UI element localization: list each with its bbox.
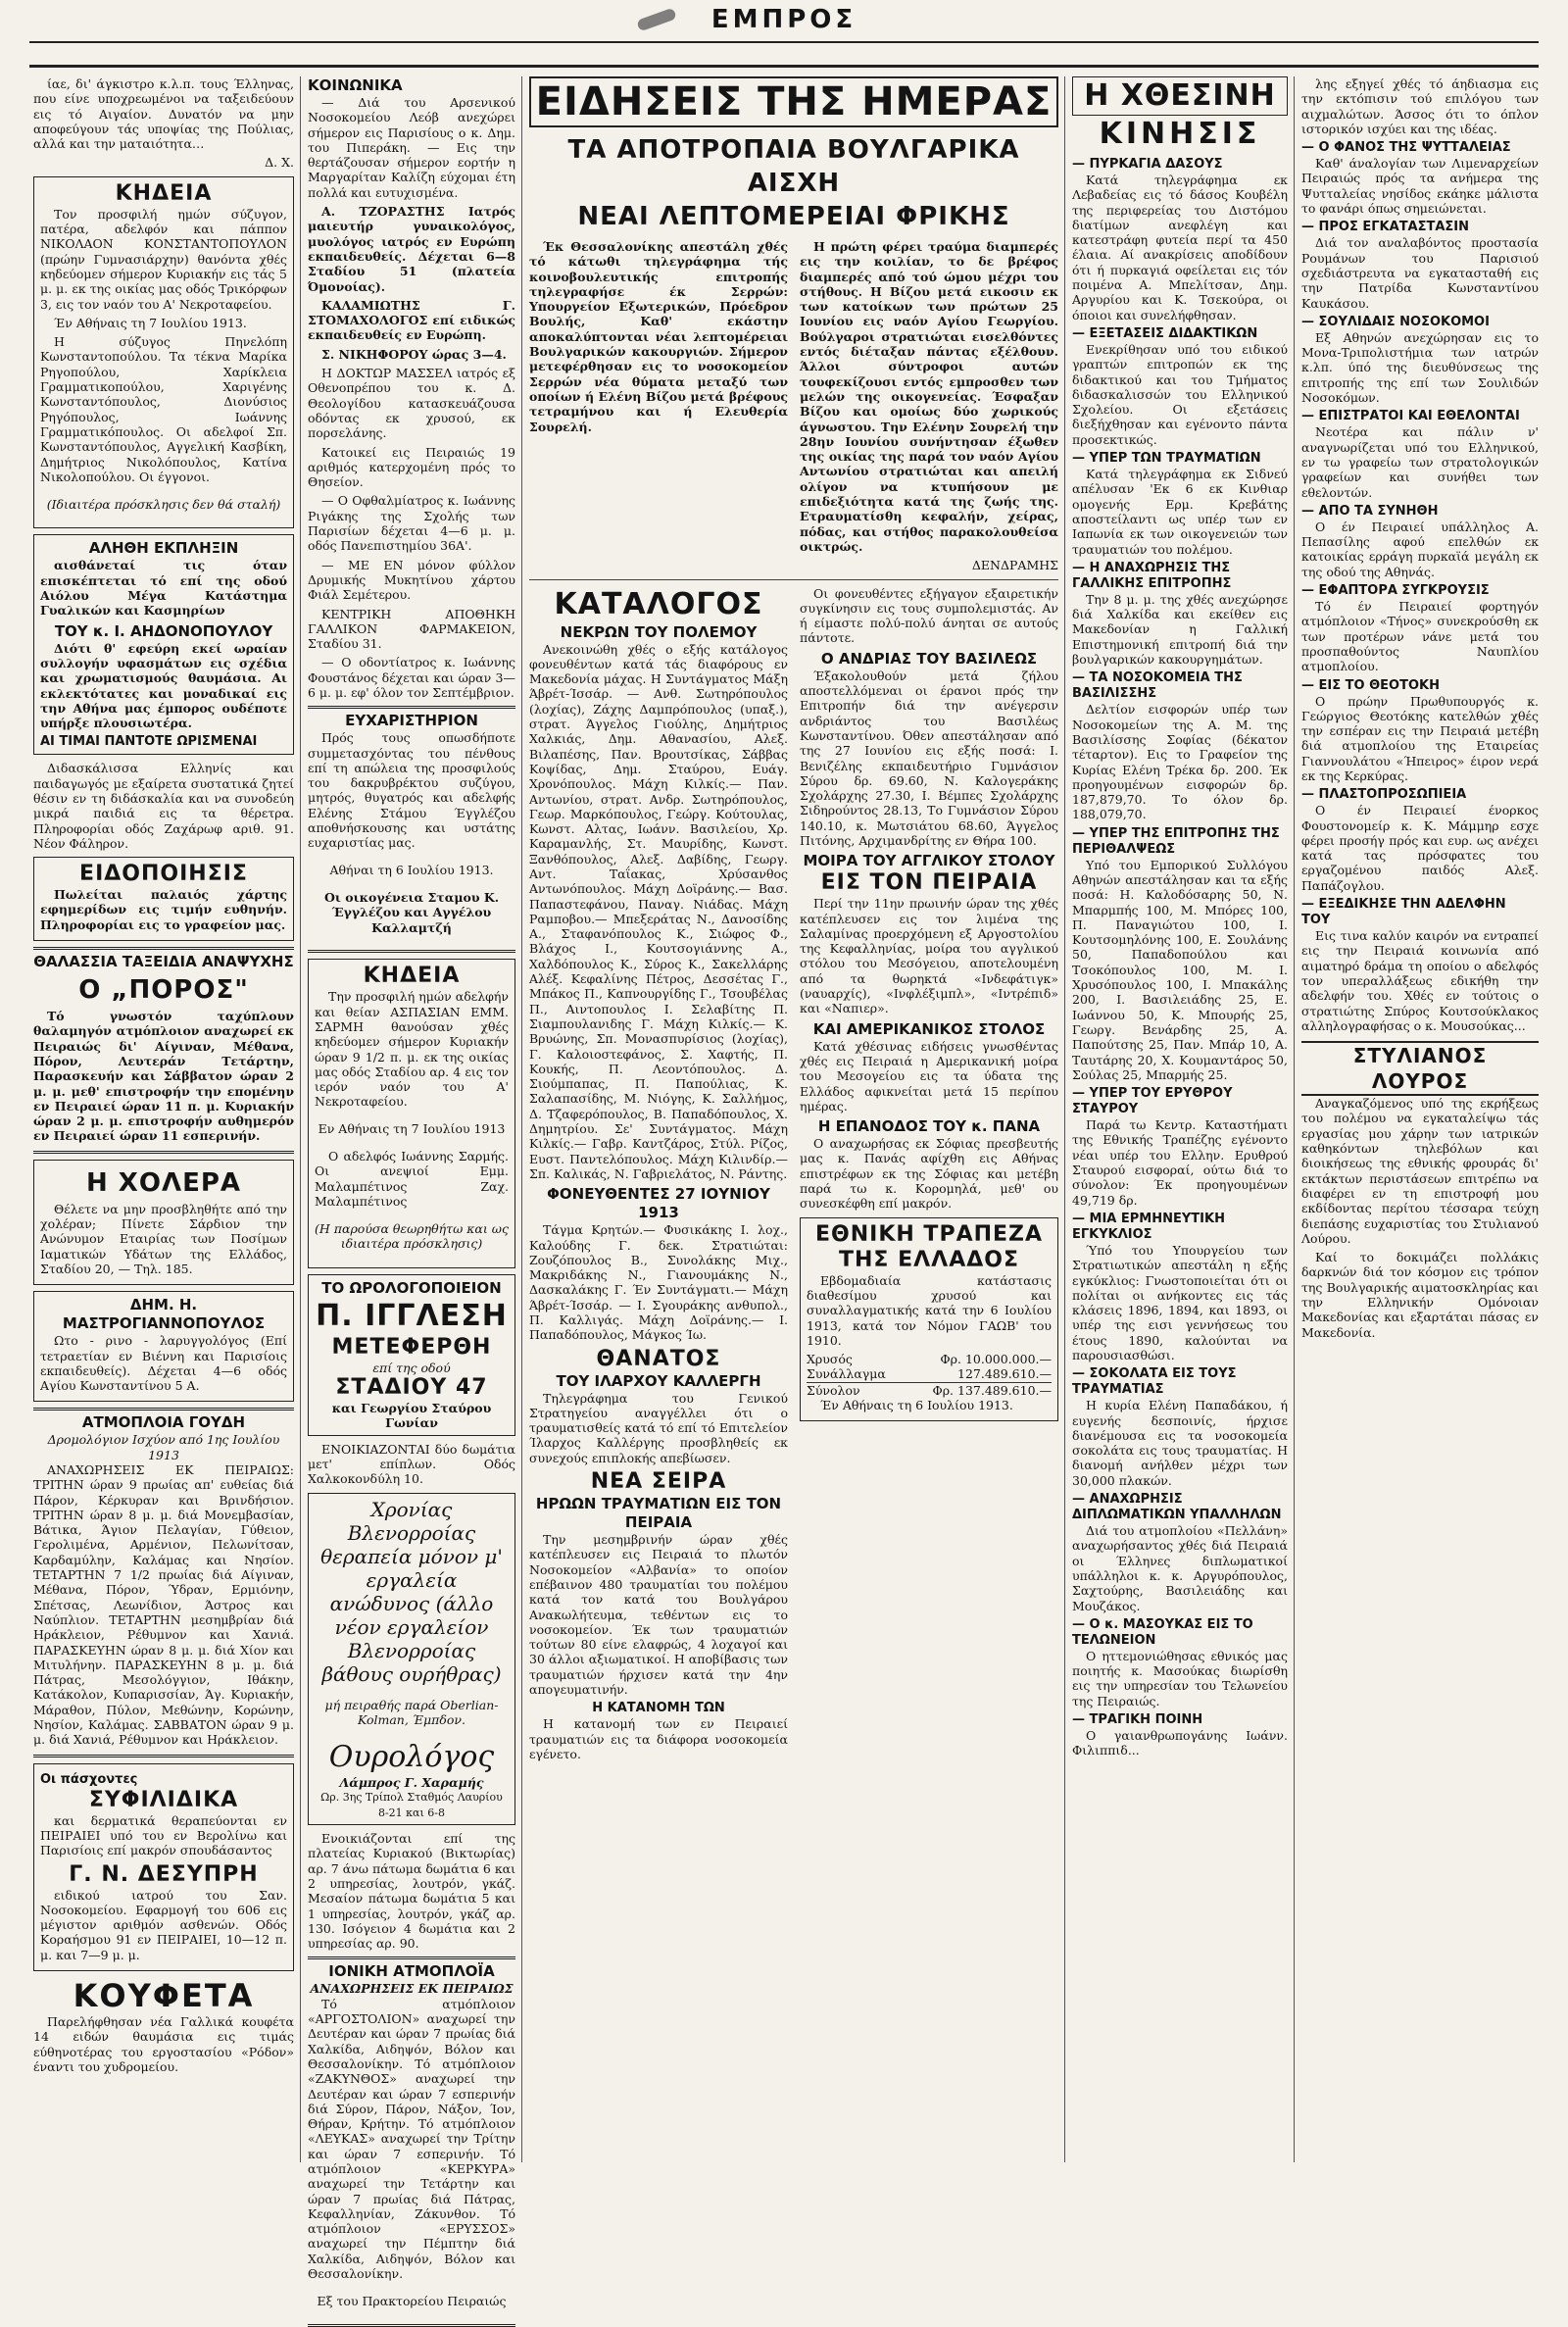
heading: ΚΗΔΕΙΑ — [363, 964, 461, 989]
row-value: Φρ. 10.000.000.— — [940, 1352, 1052, 1367]
heading: Γ. Ν. ΔΕΣΥΠΡΗ — [69, 1861, 259, 1887]
article-text: Υπό του Εμπορικού Συλλόγου Αθηνών απεστάλησαν και τα εξής ποσά: Η. Καλοδόσαρης 50, Ν. Μπαρμπής 100, Μ. Μπόρες 100, Π. Παναγιώτου 100, Ι. Κουτσομηλόνης 100, Ε. Σουλάνης 50, Παπαδοπούλου και Τσοκόπουλος 100, Μ. Ι. Χρυσόπουλος 100, Ι. Μπακάλης 200, Ι. Βασιλειάδης 25, Ε. Ιωάννου 50, Κ. Μπουρής 25, Γεωργ. Βενάρδης 25, Α. Παπούτσης 25, Παν. Μπάρ 10, Α. Ταυτάρης 20, Χ. Κουμαντάρος 50, Σούλας 25, Μπαρμής 25. — [1072, 857, 1288, 1082]
column-rule — [300, 76, 301, 2162]
ad-text: Η ΔΟΚΤΩΡ ΜΑΣΣΕΛ ιατρός εξ Οθενοπρέπου του κ. Δ. Θεολογίδου κατασκευάζουσα οδόντας εκ χρυσού, εκ πορσελάνης. — [308, 366, 515, 441]
heading: ΝΕΑ ΣΕΙΡΑ — [590, 1469, 727, 1495]
top-rule — [29, 41, 1539, 43]
schedule-text: ΑΝΑΧΩΡΗΣΕΙΣ ΕΚ ΠΕΙΡΑΙΩΣ: ΤΡΙΤΗΝ ώραν 9 πρωίας απ' ευθείας διά Πάρον, Κέρκυραν και Βρινδήσιον. ΤΡΙΤΗΝ ώραν 8 μ. μ. διά Μονεμβασίαν, Βάτικα, Άγιον Πελαγίαν, Γύθειον, Γερολιμένα, Αρμένιον, Πελωνίτσαν, Καρδαμύλην, Καλάμας και Νησίον. ΤΕΤΑΡΤΗΝ 7 1/2 πρωίας διά Αίγιναν, Μέθανα, Πόρον, Ύδραν, Ερμιόνην, Σπέτσας, Λεωνίδιον, Άστρος και Ναύπλιον. ΤΕΤΑΡΤΗΝ μεσημβρίαν διά Ηράκλειον, Ρέθυμνον και Χανιά. ΠΑΡΑΣΚΕΥΗΝ ώραν 8 μ. μ. διά Χίον και Μιτυλήνην. ΠΑΡΑΣΚΕΥΗΝ 8 μ. μ. διά Πάτρας, Μεσολόγγιον, Ιθάκην, Κατάκολον, Κυπαρισσίαν, Άγ. Κυριακήν, Μάραθον, Πύλον, Μεθώνην, Κορώνην, Νησίον, Καλάμας. ΣΑΒΒΑΤΟΝ ώραν 9 μ. μ. διά Χανιά, Ρέθυμνον και Ηράκλειον. — [33, 1462, 294, 1748]
ad-text: και δερματικά θεραπεύονται εν ΠΕΙΡΑΙΕΙ υπό του εν Βερολίνω και Παρισίοις επί μακρόν σπουδάσαντος — [40, 1812, 287, 1858]
article-text: Αναγκαζόμενος υπό της εκρήξεως του πολέμου να εγκαταλείψω τάς εργασίας μου χάρην των ιατρικών καθηκόντων τηλεβόλων και διοικήσεως της εθνικής φρουράς δι' εκτάκτων περιστάσεων επιτρέπω να διαφέρει εν τη επιστροφή μου εκδίδοντας περίτου τέσσαρα τεύχη διεπάσης ευχαριστίας του Στυλιανού Λούρου. — [1301, 1096, 1539, 1246]
heading: ΚΗΔΕΙΑ — [115, 180, 213, 206]
notice-text: Τον προσφιλή ημών σύζυγον, πατέρα, αδελφόν και πάππον ΝΙΚΟΛΑΟΝ ΚΟΝΣΤΑΝΤΟΠΟΥΛΟΝ (πρώην Γυμνασιάρχην) θανόντα χθές κηδεύομεν σήμερον Κυριακήν εις τάς 5 μ. μ. εκ της οικίας μας οδός Τρικόρφων 3, εις τον ναόν του Α' Νεκροταφείου. — [40, 206, 287, 312]
heading: — Ο ΦΑΝΟΣ ΤΗΣ ΨΥΤΤΑΛΕΙΑΣ — [1301, 140, 1511, 156]
subheading: Δρομολόγιον Ισχύον από 1ης Ιουλίου 1913 — [47, 1432, 280, 1462]
article-text: Ανεκοινώθη χθές ο εξής κατάλογος φονευθέντων κατά τάς διαφόρους εν Μακεδονία μάχας. Η Συντάγματος Μάξη Άβρέτ-Ίσσάρ. — Ανθ. Σωτηρόπουλος (λοχίας), Ζάχης Δαμπρόπουλος (υπαξ.), στρατ. Άγγελος Γιούλης, Δημήτριος Χαλκιάς, Δημ. Αθανασίου, Αλεξ. Βιλαπέσης, Παν. Βρουτσίκας, Σάββας Κοψίδας, Δημ. Σταύρου, Ευάγ. Χρονόπουλος. Μάχη Κιλκίς.— Παν. Αντωνίου, στρατ. Ανδρ. Σωτηρόπουλος, Γεωρ. Μαρκόπουλος, Γεώργ. Κούτουλας, Κωνστ. Αλτας, Ιωάνν. Βασιλείου, Χρ. Καραμανλής, Στ. Μαυρίδης, Κωνστ. Ξανθόπουλος, Αλεξ. Δαβίδης, Γεωργ. Αντ. Ταΐακας, Χρύσανθος Αντωνόπουλος. Μάχη Δοϊράνης.— Βασ. Παπαστεφάνου, Παναγ. Νιάδας. Μάχη Ραμποβου.— Μπεξεράτας Ν., Δανοσίδης Α., Σταφανόπουλος Κ., Σιώφος Φ., Βλάχος Ι., Κουτσογιάννης Α., Χαλδόπουλος Κ., Σύρος Κ., Σακελλάρης Αλέξ. Κεφαλίνης Πέτρος, Δεσσέτας Γ., Μπάκος Π., Καπνουργίδης Γ., Τσουβέλας Π., Αιντοπουλος Ι. Σελαβίτης Π. Σιαμπουλανιδης Γ. Μάχη Κιλκίς.— Κ. Βρυώνης, Σπ. Μονασπυρίσιος (λοχίας), Γ. Καλοιοστεφάνος, Σ. Χαφτής, Π. Κουκής, Π. Λεοντόπουλος. Δ. Σιούμπαπας, Π. Παπούλιας, Κ. Σαλαπασίδης, Μ. Νιόγης, Κ. Σαλλήμος, Δ. Τζαφερόπουλος, Β. Παπαδόπουλος, Χ. Δημητρίου. Σε' Συντάγματος. Μάχη Κιλκίς.— Γαβρ. Καντζάρος, Στύλ. Ρίζος, Ευστ. Παντελόπουλος. Μάχη Κιλινδίρ.— Σπ. Καλικάς, Ν. Γαβριελάτος, Ν. Ράντης. — [529, 641, 788, 1181]
row-label: Χρυσός — [807, 1352, 853, 1367]
doctor-name: Λάμπρος Γ. Χαραμής — [339, 1775, 484, 1791]
signature: Δ. Χ. — [265, 155, 294, 171]
heading: ΤΟ ΩΡΟΛΟΓΟΠΟΙΕΙΟΝ — [321, 1278, 502, 1297]
ad-heading: Ουρολόγος — [328, 1740, 495, 1775]
column-4 — [1072, 76, 1288, 2162]
article-text: Νεοτέρα και πάλιν ν' αναγνωρίζεται υπό του Ελληνικού, εν τω γραφείω των στρατολογικών γραφείων και συνήθει των εθελοντών. — [1301, 424, 1539, 500]
ad-text: Κατοικεί εις Πειραιώς 19 αριθμός κατερχομένη πρός το Θησείον. — [308, 444, 515, 490]
column-rule — [521, 76, 522, 2162]
article-text: Την 8 μ. μ. της χθές ανεχώρησε διά Χαλκίδα και εκείθεν εις Μακεδονίαν η Γαλλική Επιστημονική επιτροπή διά την βουλγαρικών κακουργημάτων. — [1072, 591, 1288, 668]
heading: ΑΛΗΘΗ ΕΚΠΛΗΞΙΝ — [88, 539, 239, 558]
article-text: Τηλεγράφημα του Γενικού Στρατηγείου αναγγέλλει ότι ο τραυματισθείς κατά τό επί τό Επιτελείον Ίλαρχος Καλλέργης προσβληθείς εκ συνεχούς επιπλοκής απεβίωσεν. — [529, 1390, 788, 1465]
top-rule-thick — [29, 65, 1539, 68]
heading: — ΕΠΙΣΤΡΑΤΟΙ ΚΑΙ ΕΘΕΛΟΝΤΑΙ — [1301, 409, 1520, 424]
address-corner: και Γεωργίου Σταύρου Γωνίαν — [331, 1401, 492, 1431]
ad-text: ΕΝΟΙΚΙΑΖΟΝΤΑΙ δύο δωμάτια μετ' επίπλων. Οδός Χαλκοκονδύλη 10. — [308, 1441, 515, 1487]
ad-text: Σ. ΝΙΚΗΦΟΡΟΥ ώρας 3—4. — [321, 346, 507, 362]
heading: Ο ΑΝΔΡΙΑΣ ΤΟΥ ΒΑΣΙΛΕΩΣ — [820, 649, 1038, 668]
row-label: Συνάλλαγμα — [807, 1366, 886, 1382]
heading: — ΕΞΕΤΑΣΕΙΣ ΔΙΔΑΚΤΙΚΩΝ — [1072, 325, 1258, 341]
article-text: λης εξηγεί χθές τό άηδιασμα εις την εκτόπισιν τού επιλόγου των αιχμαλώτων. Άσσος ότι το όπλον ιστορικόν ισχύει και της ιδέας. — [1301, 76, 1539, 136]
signature: ΔΕΝΔΡΑΜΗΣ — [971, 558, 1058, 573]
ad-text: Διδασκάλισσα Ελληνίς και παιδαγωγός με εξαίρετα συστατικά ζητεί θέσιν εν τη διδάσκαλία και να συνοδεύη μικρά παιδιά εις τα θέρετρα. Πληροφορίαι οδός Ζαχάρωφ αριθ. 91. Νέον Φάληρον. — [33, 761, 294, 851]
heading: — ΠΛΑΣΤΟΠΡΟΣΩΠΙΕΙΑ — [1301, 787, 1467, 803]
article-text: Καθ' άναλογίαν των Λιμεναρχείων Πειραιώς πρός τα ανήμερα της Ψυτταλείας νησίδος εκάηκε μάλιστα το φανάρι όπως σημειώνεται. — [1301, 156, 1539, 217]
heading: ΜΟΙΡΑ ΤΟΥ ΑΓΓΛΙΚΟΥ ΣΤΟΛΟΥ — [803, 852, 1055, 870]
article-text: Διά του ατμοπλοίου «Πελλάνη» αναχωρήσαντος χθές διά Πειραιά οι Έλληνες διπλωματικοί υπάλληλοι κ. κ. Αργυρόπουλος, Σαχτούρης, Βασιλειάδης και Μουζάκος. — [1072, 1523, 1288, 1613]
subheading: ΕΙΣ ΤΟΝ ΠΕΙΡΑΙΑ — [820, 870, 1038, 896]
heading: — ΑΝΑΧΩΡΗΣΙΣ ΔΙΠΛΩΜΑΤΙΚΩΝ ΥΠΑΛΛΗΛΩΝ — [1072, 1492, 1282, 1523]
heading: ΤΟΥ κ. Ι. ΑΗΔΟΝΟΠΟΥΛΟΥ — [54, 621, 273, 640]
column-2 — [308, 76, 515, 2308]
heading: ΚΟΙΝΩΝΙΚΑ — [308, 76, 403, 94]
heading: — ΥΠΕΡ ΤΗΣ ΕΠΙΤΡΟΠΗΣ ΤΗΣ ΠΕΡΙΘΑΛΨΕΩΣ — [1072, 825, 1280, 857]
heading: — ΕΙΣ ΤΟ ΘΕΟΤΟΚΗ — [1301, 677, 1440, 693]
column-3 — [529, 76, 1058, 2162]
address: ΣΤΑΔΙΟΥ 47 — [335, 1375, 488, 1401]
subheading: ΑΝΑΧΩΡΗΣΕΙΣ ΕΚ ΠΕΙΡΑΙΩΣ — [310, 1981, 514, 1997]
heading: Οι πάσχοντες — [40, 1771, 138, 1787]
article-text: Η κυρία Ελένη Παπαδάκου, ή ευγενής δεσποινίς, ήρχισε διανέμουσα εις τα νοσοκομεία σοκολάτα εις τους τραυματίας. Η διανομή ανήλθεν μέχρι των 30,000 πλακών. — [1072, 1398, 1288, 1488]
article-text: Η κατανομή των εν Πειραιεί τραυματιών εις τα διάφορα νοσοκομεία εγένετο. — [529, 1716, 788, 1761]
article-text: Ο γαιανθρωπογάνης Ιωάνν. Φιλιππιδ... — [1072, 1728, 1288, 1758]
heading: ΣΤΥΛΙΑΝΟΣ ΛΟΥΡΟΣ — [1301, 1041, 1539, 1096]
ad-text: Ωρ. 3ης Τρίπολ Σταθμός Λαυρίου 8-21 και 6-8 — [320, 1791, 503, 1819]
footer-text: Εξ του Πρακτορείου Πειραιώς — [317, 2293, 507, 2308]
heading: ΕΘΝΙΚΗ ΤΡΑΠΕΖΑ — [814, 1221, 1044, 1247]
notice-date: Έν Αθήναις τη 6 Ιουλίου 1913. — [820, 1398, 1013, 1412]
article-text: — Διά του Αρσενικού Νοσοκομείου Λεόβ ανεχώρει σήμερον εις Παρισίους ο κ. Δημ. του Πιπεράκη. — Εις την θερτάζουσαν σήμερον εορτήν η Μαργαρίταν Καλίζη εύχομαι έτη πολλά και ευτυχισμένα. — [308, 95, 515, 200]
heading: ΣΥΦΙΛΙΔΙΚΑ — [88, 1787, 239, 1812]
heading: ΕΙΔΟΠΟΙΗΣΙΣ — [79, 862, 248, 887]
notice-date: Εν Αθήναις τη 7 Ιουλίου 1913 — [318, 1121, 506, 1137]
notice-date: Αθήναι τη 6 Ιουλίου 1913. — [329, 863, 494, 878]
table-row — [807, 1366, 1052, 1381]
heading: ΜΕΤΕΦΕΡΘΗ — [331, 1334, 492, 1360]
subheading: ΝΕΚΡΩΝ ΤΟΥ ΠΟΛΕΜΟΥ — [560, 622, 758, 641]
article-text: Ο έν Πειραιεί ένορκος Φουστονομείρ κ. Κ. Μάμμηρ εσχε φέρει προσήγ πρός και ευρ. ως ανέχει κατά τας πρόσφατες του εργαζομένου παιδός Αλεξ. Παπάζογλου. — [1301, 803, 1539, 893]
article-text: Ενεκρίθησαν υπό του ειδικού γραπτών επιτροπών εκ της διδακτικού και του Τμήματος διδασκαλισσών του Ελληνικού Σχολείου. Οι εξετάσεις διεξήχθησαν και εγένοντο πάντα προσεκτικώς. — [1072, 341, 1288, 447]
ad-price-note: ΑΙ ΤΙΜΑΙ ΠΑΝΤΟΤΕ ΩΡΙΣΜΕΝΑΙ — [40, 734, 258, 750]
ad-script-text: Χρονίας Βλενορροίας θεραπεία μόνον μ' εργαλεία ανώδυνος (άλλο νέον εργαλείον Βλενορροίας βάθους ουρήθρας) — [320, 1497, 503, 1686]
notice-date: Έν Αθήναις τη 7 Ιουλίου 1913. — [54, 315, 247, 330]
heading: ΘΑΛΑΣΣΙΑ ΤΑΞΕΙΔΙΑ ΑΝΑΨΥΧΗΣ — [33, 953, 294, 971]
article-text: Οι φονευθέντες εξήγαγον εξαιρετικήν συγκίνησιν εις τους συμπολεμιστάς. Αν ή είμαστε πολύ-πολύ άνηται σε αυτούς πάντοτε. — [800, 585, 1058, 646]
notice-text: Την προσφιλή ημών αδελφήν και θείαν ΑΣΠΑΣΙΑΝ ΕΜΜ. ΣΑΡΜΗ θανούσαν χθές κηδεύομεν σήμερον Κυριακήν ώραν 9 1/2 π. μ. εκ της οικίας μας οδός Σταδίου αρ. 4 εις τον ιερόν ναόν του Α' Νεκροταφείου. — [315, 989, 509, 1110]
article-text: Ύπό του Υπουργείου των Στρατιωτικών απεστάλη η εξής εγκύκλιος: Γνωστοποιείται ότι οι πολίται οι ανήκοντες εις τάς κλάσεις 1896, 1894, και 1893, οι υπέρ της εισι γεννήσεως του έτους 1890, καλούνται να παρουσιασθώσι. — [1072, 1242, 1288, 1362]
ad-text: — Ο οδοντίατρος κ. Ιωάννης Φουστάνος δέχεται και ώραν 3—6 μ. μ. εφ' όλον τον Σεπτέμβριον. — [308, 655, 515, 700]
column-1 — [33, 76, 294, 2162]
article-text: Δελτίον εισφορών υπέρ των Νοσοκομείων της Α. Μ. της Βασιλίσσης Σοφίας (δέκατον τέταρτον). Εις το Γραφείον της Κυρίας Ελένη Τρέκα δρ. 200. Έκ προηγουμένων εισφορών δρ. 187,879,70. Το όλον δρ. 188,079,70. — [1072, 702, 1288, 822]
heading: — ΠΡΟΣ ΕΓΚΑΤΑΣΤΑΣΙΝ — [1301, 220, 1470, 235]
heading: Η ΚΑΤΑΝΟΜΗ ΤΩΝ — [592, 1701, 725, 1716]
article-text: Καί το δοκιμάζει πολλάκις δαρκνών διά τον κόσμον εις τρόπον της Βουλγαρικής αιματοσκληρίας και την Ελληνικήν Ομόνοιαν Μακεδονίας και εξαρτάται πάσας εν Μακεδονία. — [1301, 1250, 1539, 1340]
notice-sign: Ο αδελφός Ιωάννης Σαρμής. Οι ανεψιοί Εμμ. Μαλαμπέτινος Ζαχ. Μαλαμπέτινος — [315, 1149, 509, 1209]
shop-name: Π. ΙΓΓΛΕΣΗ — [316, 1298, 508, 1333]
article-text: Τό έν Πειραιεί φορτηγόν ατμόπλοιον «Τήνος» συνεκρούσθη εκ των προτέρων νάνε μετά του προσπαθούντος Ναυπλίου ατμοπλοίου. — [1301, 599, 1539, 674]
article-text: ίαε, δι' άγκιστρο κ.λ.π. τους Έλληνας, που είνε υποχρεωμένοι να ταξειδεύουν εις τό Αιγαίον. Δυνατόν να μην αποφεύγουν τάς υποψίας της Πούλιας, αλλά και την ματαιότητα… — [33, 76, 294, 152]
heading: ΚΑΤΑΛΟΓΟΣ — [554, 586, 763, 621]
section-title: Η ΧΘΕΣΙΝΗ — [1072, 76, 1288, 116]
heading: — ΥΠΕΡ ΤΟΥ ΕΡΥΘΡΟΥ ΣΤΑΥΡΟΥ — [1072, 1086, 1233, 1117]
article-text: Εξ Αθηνών ανεχώρησαν εις το Μονα-Τριπολιστήμια των ιατρών κ.λπ. ύπό της διευθύνσεως της επιτροπής της επί των Σουλιδών Νοσοκόμων. — [1301, 329, 1539, 406]
heading: — ΥΠΕΡ ΤΩΝ ΤΡΑΥΜΑΤΙΩΝ — [1072, 451, 1261, 467]
article-text: Ο ηττεμονιώθησας εθνικός μας ποιητής κ. Μασούκας διωρίσθη εις την υπηρεσίαν του Τελωνείου της Πειραιώς. — [1072, 1648, 1288, 1708]
ad-text: ειδικού ιατρού του Σαν. Νοσοκομείου. Εφαρμογή του 606 εις μέγιστον αριθμόν ασθενών. Οδός Κοραήσμου 91 εν ΠΕΙΡΑΙΕΙ, 10—12 π. μ. και 7—9 μ. μ. — [40, 1887, 287, 1962]
table-row — [807, 1382, 1052, 1398]
heading: — ΑΠΟ ΤΑ ΣΥΝΗΘΗ — [1301, 503, 1439, 519]
notice-sign: Οι οικογένεια Σταμου Κ. Έγγλέζου και Αγγέλου Καλλαμτζή — [323, 889, 500, 935]
section-title: ΚΙΝΗΣΙΣ — [1099, 117, 1261, 151]
table-row — [807, 1352, 1052, 1366]
ad-text: μή πειραθής παρά Oberlian-Kolman, Έμπδον. — [324, 1698, 499, 1728]
ad-text: Τό γνωστόν ταχύπλουν θαλαμηγόν ατμόπλοιον αναχωρεί εκ Πειραιώς δι' Αίγιναν, Μέθανα, Πόρον, Λευτεράν Τετάρτην, Παρασκευήν και Σάββατον ώραν 2 μ. μ. μεθ' επιστροφήν την επομένην εν Πειραιεί ώραν 11 π. μ. Κυριακήν ώραν 2 μ. μ. επιστροφήν αυθημερόν εν Πειραιεί ώραν 11 εσπερινήν. — [33, 1009, 294, 1144]
ad-text: ΚΕΝΤΡΙΚΗ ΑΠΟΘΗΚΗ ΓΑΛΛΙΚΟΝ ΦΑΡΜΑΚΕΙΟΝ, Σταδίου 31. — [308, 606, 515, 652]
heading: ΚΟΥΦΕΤΑ — [73, 1977, 255, 2015]
ad-text: Θέλετε να μην προσβληθήτε από την χολέραν; Πίνετε Σάρδιον την Ανώνυμον Εταιρίας των Ποσίμων Ιαματικών Υδάτων της Ελλάδος, Σταδίου 20, — Τηλ. 185. — [40, 1201, 287, 1276]
article-text: Έκ Θεσσαλονίκης απεστάλη χθές τό κάτωθι τηλεγράφημα τής κοινοβουλευτικής επιτροπής τηλεγραφήσε έκ Σερρών: Υπουργείον Εξωτερικών, Πρόεδρον Βουλής, Καθ' εκάστην αποκαλύπτονται νέαι λεπτομέρειαι Βουλγαρικών κακουργιών. Σήμερον μετεφέρθησαν εις το νοσοκομείον Σερρών νέα θύματα μεταξύ των οποίων ή Ελένη Βίζου μετά βρέφους τετραμήνου και ή Ελευθερία Σουρελή. — [529, 239, 788, 434]
article-text: Ο αναχωρήσας εκ Σόφιας πρεσβευτής μας κ. Πανάς αφίχθη εις Αθήνας επιστρέφων εκ της Σόφιας και μετέβη παρά τω κ. Κορομηλά, μεθ' ου συνεσκέφθη επί μακρόν. — [800, 1136, 1058, 1212]
subheading: ΤΟΥ ΙΛΑΡΧΟΥ ΚΑΛΛΕΡΓΗ — [556, 1371, 761, 1390]
ad-text: Διότι θ' εφεύρη εκεί ωραίαν συλλογήν υφασμάτων εις σχέδια και χρωματισμούς θαυμάσια. Αι εκλεκτότατες και μοναδικαί εις την Αθήνα μας έμπορος ουδέποτε υπήρξε πλουσιωτέρα. — [40, 640, 287, 731]
article-text: Κατά τηλεγράφημα εκ Σιδνεύ απέλυσαν 'Εκ 6 εκ Κινθιαρ ομογενής Ερμ. Κρεβάτης αποστείλαντι ως υπέρ των εν Ιαπωνία εκ των οικογενειών των τραυματιών του πολέμου. — [1072, 467, 1288, 557]
heading: — ΕΞΕΔΙΚΗΣΕ ΤΗΝ ΑΔΕΛΦΗΝ ΤΟΥ — [1301, 897, 1506, 928]
ad-text: Ωτο - ρινο - λαρυγγολόγος (Επί τετραετίαν εν Βιέννη και Παρισίοις εκπαιδευθείς). Δέχεται 4—6 οδός Αγίου Κωνσταντίνου 5 Α. — [40, 1333, 287, 1394]
heading: ΦΟΝΕΥΘΕΝΤΕΣ 27 ΙΟΥΝΙΟΥ 1913 — [547, 1185, 770, 1222]
article-text: Διά τον αναλαβόντος προστασία Ρουμάνων του Παρισιού σχεδιάστρευτα να εγκατασταθή εις την Πατρίδα Κωνσταντίνου Καυκάσου. — [1301, 235, 1539, 311]
main-headline: ΕΙΔΗΣΕΙΣ ΤΗΣ ΗΜΕΡΑΣ — [529, 76, 1058, 127]
row-value: 127.489.610.— — [957, 1366, 1052, 1382]
heading: — ΤΑ ΝΟΣΟΚΟΜΕΙΑ ΤΗΣ ΒΑΣΙΛΙΣΣΗΣ — [1072, 670, 1243, 702]
notice-family: Η σύζυγος Πηνελόπη Κωνσταντοπούλου. Τα τέκνα Μαρίκα Ρηγοπούλου, Χαρίκλεια Γραμματικοπούλου, Χαριγένης Κωνσταντόπουλος, Διονύσιος Ρηγόπουλος, Ιωάννης Γραμματικόπουλος. Οι αδελφοί Σπ. Κωνσταντόπουλος, Αγγελική Κασβίκη, Δημήτριος Νικολόπουλος, Κατίνα Νικολοπούλου. Οι έγγονοι. — [40, 334, 287, 484]
ad-text: Παρελήφθησαν νέα Γαλλικά κουφέτα 14 ειδών θαυμάσια εις τιμάς εύθηνοτέρας του εργοστασίου «Ρόδον» έναντι του χυδρομείου. — [33, 2014, 294, 2074]
heading: — ΣΟΥΛΙΔΑΙΣ ΝΟΣΟΚΟΜΟΙ — [1301, 314, 1490, 329]
notice-text: Πωλείται παλαιός χάρτης εφημερίδων εις τιμήν ευθηνήν. Πληροφορίαι εις το γραφείον μας. — [40, 887, 287, 932]
heading: — Ο κ. ΜΑΣΟΥΚΑΣ ΕΙΣ ΤΟ ΤΕΛΩΝΕΙΟΝ — [1072, 1616, 1253, 1648]
subheading: επί της οδού — [372, 1360, 451, 1375]
article-text: Ο πρώην Πρωθυπουργός κ. Γεώργιος Θεοτόκης κατελθών χθές την εσπέραν εις την Πειραιά μετέβη διά ατμοπλοίου της Εταιρείας Γιαννουλάτου «Ήπειρος» έιρον νερά εκ της Κερκύρας. — [1301, 693, 1539, 783]
notice-text: Εβδομαδιαία κατάστασις διαθεσίμου χρυσού και συναλλαγματικής κατά την 6 Ιουλίου 1913, κατά τον Νόμον ΓΑΩΒ' του 1910. — [807, 1272, 1052, 1348]
masthead — [0, 0, 1568, 39]
notice-note: (Ιδιαιτέρα πρόσκλησις δεν θά σταλή) — [46, 496, 281, 512]
heading: Η ΧΟΛΕΡΑ — [85, 1167, 242, 1198]
ad-text: — Ο Οφθαλμίατρος κ. Ιωάννης Ριγάκης της Σχολής των Παρισίων δέχεται 4—6 μ. μ. οδός Πανεπιστημίου 36Α'. — [308, 493, 515, 554]
column-rule — [1294, 76, 1295, 2162]
heading: — ΠΥΡΚΑΓΙΑ ΔΑΣΟΥΣ — [1072, 157, 1223, 172]
row-label: Σύνολον — [807, 1382, 860, 1398]
article-text: Περί την 11ην πρωινήν ώραν της χθές κατέπλευσεν εις τον λιμένα της Σαλαμίνας προερχόμενη εξ Αργοστολίου της Κεφαλληνίας, μοίρα του αγγλικού στόλου του Μεσόγειου, αποτελουμένη από τα θωρηκτά «Ινδεφάτιγκ» (ναυαρχίς), «Ινφλέξιμπλ», «Ιντρέπιδ» και «Ναπιερ». — [800, 896, 1058, 1016]
heading: ΚΑΙ ΑΜΕΡΙΚΑΝΙΚΟΣ ΣΤΟΛΟΣ — [812, 1019, 1046, 1038]
ad-text: αισθάνεταί τις όταν επισκέπτεται τό επί της οδού Αιόλου Μέγα Κατάστημα Γυαλικών και Κασμηρίων — [40, 558, 287, 619]
article-text: Ο έν Πειραιεί υπάλληλος Α. Πεπασίλης αφού επελθών εκ κατοικίας ερράγη πυρκαϊά μεγάλη εκ της οδού της Αθηνάς. — [1301, 519, 1539, 579]
heading: Η ΕΠΑΝΟΔΟΣ ΤΟΥ κ. ΠΑΝΑ — [817, 1117, 1041, 1136]
heading: — ΣΟΚΟΛΑΤΑ ΕΙΣ ΤΟΥΣ ΤΡΑΥΜΑΤΙΑΣ — [1072, 1366, 1237, 1398]
article-text: Η πρώτη φέρει τραύμα διαμπερές εις την κοιλίαν, το δε βρέφος διαμπερές από τού ώμου μέχρι του στήθους. Η Βίζου μετά εικοσιν εκ των κατοίκων των πρώτων 25 Ιουνίου εις ναόν Αγίου Γεωργίου. Βούλγαροι στρατιώται εισελθόντες εντός διέταξαν πάντας εξέλθουν. Άλλοι σύντροφοι αυτών τουφεκίζουσι εντός εμπροσθεν των μελών της οικογενείας. Έσφαξαν Βίζου και ομοίως δύο χωρικούς άγνωστου. Την Ελένην Σουρελή την 28ην Ιουνίου συνήντησαν έξωθεν της οικίας της παρά τον ναόν Αγίου Αντωνίου στρατιώται και απειλή ολίγον να κτυπήσουν με επιδεξιότητα κατά της ζωής της. Ετραυματίσθη κεφαλήν, χείρας, πόδας, και στήθος παρακολουθείσα οικτρώς. — [800, 239, 1058, 554]
subheadline: ΤΑ ΑΠΟΤΡΟΠΑΙΑ ΒΟΥΛΓΑΡΙΚΑ ΑΙΣΧΗ — [567, 135, 1020, 198]
column-5 — [1301, 76, 1539, 2162]
heading: — ΕΦΑΠΤΟΡΑ ΣΥΓΚΡΟΥΣΙΣ — [1301, 583, 1490, 599]
notice-text: Πρός τους οπωσδήποτε συμμετασχόντας του πένθους επί τη απώλεια της προσφιλούς του δακρυβρέκτου συζύγου, μητρός, θυγατρός και αδελφής Ελένης Στάμου Έγγλέζου αποθνήσκουσης και υστάτης ευχαριστίας μας. — [308, 730, 515, 851]
article-text: Εις τινα καλύν καιρόν να εντραπεί εις την Πειραιά κοινωνία από αιματηρό δράμα τη οποίου ο αδελφός τον υπεραλλάξεως εδικήθη την αδελφήν του. Χθές εν τούτοις ο στρατιώτης Σπύρος Κουτσούκλακος αλληλογραφήσας ο κ. Μουσούκας... — [1301, 928, 1539, 1033]
article-text: Παρά τω Κεντρ. Καταστήματι της Εθνικής Τραπέζης εγένοντο νέαι υπέρ του Ελλην. Ερυθρού Σταυρού εισφοραί, ούτω διά το σύνολον: Έκ προηγουμένων 49,719 δρ. — [1072, 1117, 1288, 1208]
heading: ΔΗΜ. Η. ΜΑΣΤΡΟΓΙΑΝΝΟΠΟΥΛΟΣ — [62, 1296, 266, 1333]
heading: ΕΥΧΑΡΙΣΤΗΡΙΟΝ — [345, 712, 478, 730]
row-value: Φρ. 137.489.610.— — [932, 1382, 1052, 1398]
newspaper-title: ΕΜΠΡΟΣ — [710, 5, 858, 34]
ad-text: Ενοικιάζονται επί της πλατείας Κυριακού (Βικτωρίας) αρ. 7 άνω πάτωμα δωμάτια 6 και 2 υπηρεσίας, λουτρόν, γκάζ. Μεσαίον πάτωμα δωμάτια 5 και 1 υπηρεσίας, λουτρόν, γκάζ αρ. 130. Ισόγειον 4 δωμάτια και 2 υπηρεσίας αρ. 90. — [308, 1831, 515, 1952]
heading: ΙΟΝΙΚΗ ΑΤΜΟΠΛΟΪΑ — [328, 1962, 495, 1981]
ad-text: — ΜΕ ΕΝ μόνον φύλλον Δρυμικής Μυκητίνου χάρτου Φιάλ Σεμέτερου. — [308, 557, 515, 603]
subheadline: ΝΕΑΙ ΛΕΠΤΟΜΕΡΕΙΑΙ ΦΡΙΚΗΣ — [577, 202, 1010, 231]
heading: — Η ΑΝΑΧΩΡΗΣΙΣ ΤΗΣ ΓΑΛΛΙΚΗΣ ΕΠΙΤΡΟΠΗΣ — [1072, 560, 1232, 591]
ad-text: Α. ΤΖΟΡΑΣΤΗΣ Ιατρός μαιευτήρ γυναικολόγος, μυολόγος ιατρός εν Ευρώπη εκπαιδευθείς. Δέχεται 6—8 Σταδίου 51 (πλατεία Όμονοίας). — [308, 204, 515, 294]
heading: — ΤΡΑΓΙΚΗ ΠΟΙΝΗ — [1072, 1712, 1203, 1728]
ad-text: ΚΑΛΑΜΙΩΤΗΣ Γ. ΣΤΟΜΑΧΟΛΟΓΟΣ επί ειδικώς εκπαιδευθείς εν Ευρώπη. — [308, 297, 515, 343]
heading: ΑΤΜΟΠΛΟΙΑ ΓΟΥΔΗ — [81, 1413, 246, 1432]
ship-name: Ο „ΠΟΡΟΣ" — [78, 975, 249, 1006]
article-text: Κατά χθέσινας ειδήσεις γνωσθέντας χθές εις Πειραιά η Αμερικανική μοίρα του Μεσογείου εις τα ύδατα της Ελλάδος αφικνείται μετά 15 περίπου ημέρας. — [800, 1038, 1058, 1114]
subheading: ΗΡΩΩΝ ΤΡΑΥΜΑΤΙΩΝ ΕΙΣ ΤΟΝ ΠΕΙΡΑΙΑ — [535, 1495, 782, 1532]
article-text: Έξακολουθούν μετά ζήλου αποστελλόμεναι οι έρανοι πρός την Επιτροπήν διά την ανέγερσιν ανδριάντος του Βασιλέως Κωνσταντίνου. Όθεν απεστάλησαν από της 27 Ιουνίου εις εξής ποσά: Ι. Βενιζέλης εκπαιδευτήριο Γυμνάσιον Σύρου δρ. 69.60, Ν. Καλογεράκης Σχολάρχης 27.30, Ι. Βέμπες Σχολάρχης Σιδηρούντος 28.13, Το Γυμνάσιον Σύρου 140.10, κ. Μωτσιάτου 68.60, Άγγελος Πιτόνης, Αρχιμανδρίτης εν Θήρα 100. — [800, 668, 1058, 848]
heading: ΘΑΝΑΤΟΣ — [596, 1346, 721, 1371]
subheading: ΤΗΣ ΕΛΛΑΔΟΣ — [839, 1247, 1019, 1272]
column-rule — [1064, 76, 1065, 2162]
heading: — ΜΙΑ ΕΡΜΗΝΕΥΤΙΚΗ ΕΓΚΥΚΛΙΟΣ — [1072, 1211, 1225, 1242]
article-text: Κατά τηλεγράφημα εκ Λεβαδείας εις τό δάσος Κουβέλη της περιφερείας του Διστόμου διατίμων ανεφλέγη και κατεστράφη φυτεία περί τα 450 έλαια. Αί ανακρίσεις αποδίδουν ότι ή πυρκαγιά οφείλεται εις τόν ποιμένα Α. Μπελίτσαν, Δημ. Αργυρίου και Κ. Τσεκούρα, οι όποιοι και συνελήφθησαν. — [1072, 173, 1288, 322]
notice-note: (Η παρούσα θεωρηθήτω και ως ιδιαιτέρα πρόσκλησις) — [315, 1220, 509, 1251]
schedule-text: Τό ατμόπλοιον «ΑΡΓΟΣΤΟΛΙΟΝ» αναχωρεί την Δευτέραν και ώραν 7 πρωίας διά Χαλκίδα, Αιδηψόν, Βόλον και Θεσσαλονίκην. Τό ατμόπλοιον «ΖΑΚΥΝΘΟΣ» αναχωρεί την Δευτέραν και ώραν 7 εσπερινήν διά Σύρον, Πάρον, Νάξον, Ίον, Θήραν, Κρήτην. Τό ατμόπλοιον «ΛΕΥΚΑΣ» αναχωρεί την Τρίτην και ώραν 7 εσπερινήν. Τό ατμόπλοιον «ΚΕΡΚΥΡΑ» αναχωρεί την Τετάρτην και ώραν 7 πρωίας διά Πάτρας, Κεφαλληνίαν, Ζάκυνθον. Τό ατμόπλοιον «ΕΡΥΣΣΟΣ» αναχωρεί την Πέμπτην διά Χαλκίδα, Αιδηψόν, Βόλον και Θεσσαλονίκην. — [308, 1996, 515, 2282]
article-text: Την μεσημβρινήν ώραν χθές κατέπλευσεν εις Πειραιά το πλωτόν Νοσοκομείον «Αλβανία» το οποίον επέβαινον 480 τραυματίαι του πολέμου κατά τον κατά του Βουλγάρου Ανακωλήτευμα, τεθέντων εις το νοσοκομείον. Έκ των τραυματιών τούτων 80 είνε ελαφρώς, 4 λοχαγοί και 30 άλλοι αξιωματικοί. Η αποβίβασις των τραυματιών ήρχισεν κατά την 4ην απογευματινήν. — [529, 1532, 788, 1698]
article-text: Τάγμα Κρητών.— Φυσικάκης Ι. λοχ., Καλούδης Γ. δεκ. Στρατιώται: Ζουζόπουλος Β., Συνολάκης Μιχ., Μακριδάκης Ν., Γιανουμάκης Ν., Δασκαλάκης Γ. Έν Συντάγματι.— Μάχη Άβρέτ-Ίσσάρ. — Ι. Σγουράκης ανθυπολ., Π. Καλλιγάς. Μάχη Δοϊράνης.— Ι. Παπαδόπουλος, Μάγκος Ίω. — [529, 1222, 788, 1343]
